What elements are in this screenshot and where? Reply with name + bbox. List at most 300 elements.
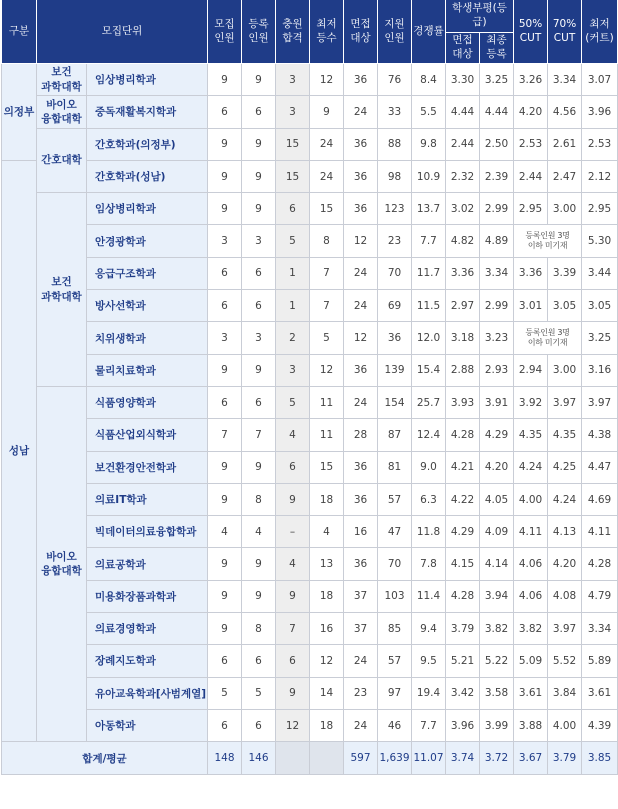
table-row xyxy=(2,709,618,741)
department-name: 장례지도학과 xyxy=(87,645,208,677)
cell-recruit: 7 xyxy=(208,419,242,451)
table-row xyxy=(2,516,618,548)
cell-min-grade: 16 xyxy=(310,613,344,645)
cell-competition: 9.5 xyxy=(412,645,446,677)
cell-enroll: 6 xyxy=(242,96,276,128)
department-name: 간호학과(의정부) xyxy=(87,128,208,160)
header-interview-target-text: 면접 대상 xyxy=(350,17,371,44)
cell-min-grade: 11 xyxy=(310,386,344,418)
cell-enroll: 8 xyxy=(242,613,276,645)
department-name: 치위생학과 xyxy=(87,322,208,354)
cell-enroll: 6 xyxy=(242,290,276,322)
table-row xyxy=(2,257,618,289)
cell-cut70: 4.13 xyxy=(548,516,582,548)
cell-competition: 13.7 xyxy=(412,193,446,225)
cell-extra: 9 xyxy=(276,677,310,709)
cell-interview-target: 24 xyxy=(344,386,378,418)
cell-enroll: 4 xyxy=(242,516,276,548)
cell-recruit: 6 xyxy=(208,386,242,418)
cell-grade-final: 3.94 xyxy=(480,580,514,612)
cell-min-cut: 3.61 xyxy=(582,677,618,709)
cell-applicants: 81 xyxy=(378,451,412,483)
header-applicants xyxy=(378,0,412,64)
cell-competition: 8.4 xyxy=(412,64,446,96)
cell-grade-interview: 3.93 xyxy=(446,386,480,418)
cell-grade-interview: 4.15 xyxy=(446,548,480,580)
cell-applicants: 69 xyxy=(378,290,412,322)
header-applicants-text: 지원 인원 xyxy=(384,17,405,44)
cell-min-grade: 18 xyxy=(310,709,344,741)
cell-grade-final: 3.25 xyxy=(480,64,514,96)
header-extra-text: 충원 합격 xyxy=(282,17,303,44)
cell-grade-interview: 3.30 xyxy=(446,64,480,96)
cell-competition: 12.4 xyxy=(412,419,446,451)
cell-grade-final: 4.05 xyxy=(480,483,514,515)
table-row xyxy=(2,160,618,192)
cell-cut70: 4.08 xyxy=(548,580,582,612)
cell-applicants: 46 xyxy=(378,709,412,741)
cell-recruit: 3 xyxy=(208,225,242,257)
header-enroll-text: 등록 인원 xyxy=(248,17,269,44)
cell-cut50: 4.11 xyxy=(514,516,548,548)
total-recruit: 148 xyxy=(208,742,242,775)
cell-enroll: 9 xyxy=(242,580,276,612)
cell-extra: 6 xyxy=(276,451,310,483)
cell-grade-interview: 4.28 xyxy=(446,580,480,612)
department-name: 아동학과 xyxy=(87,709,208,741)
header-min-grade-text: 최저 등수 xyxy=(316,17,337,44)
header-grade-group: 학생부평(등급) xyxy=(446,0,514,33)
cell-cut70: 2.47 xyxy=(548,160,582,192)
cell-enroll: 5 xyxy=(242,677,276,709)
cell-grade-final: 2.39 xyxy=(480,160,514,192)
department-name: 의료공학과 xyxy=(87,548,208,580)
department-name: 방사선학과 xyxy=(87,290,208,322)
cell-extra: 7 xyxy=(276,613,310,645)
cell-cut70: 3.39 xyxy=(548,257,582,289)
cell-grade-interview: 4.21 xyxy=(446,451,480,483)
header-grade-interview-text: 면접 대상 xyxy=(452,34,473,60)
cell-recruit: 9 xyxy=(208,548,242,580)
cell-cut50: 5.09 xyxy=(514,645,548,677)
cell-cut70: 4.00 xyxy=(548,709,582,741)
cell-extra: 2 xyxy=(276,322,310,354)
cell-min-grade: 7 xyxy=(310,257,344,289)
cell-grade-interview: 2.88 xyxy=(446,354,480,386)
cell-grade-final: 4.14 xyxy=(480,548,514,580)
cell-applicants: 70 xyxy=(378,548,412,580)
header-competition: 경쟁률 xyxy=(412,0,446,64)
table-row xyxy=(2,193,618,225)
cell-enroll: 8 xyxy=(242,483,276,515)
cell-competition: 5.5 xyxy=(412,96,446,128)
cell-interview-target: 37 xyxy=(344,580,378,612)
cell-min-grade: 12 xyxy=(310,64,344,96)
cell-applicants: 139 xyxy=(378,354,412,386)
cell-min-cut: 5.89 xyxy=(582,645,618,677)
cell-cut50: 3.01 xyxy=(514,290,548,322)
cell-extra: 3 xyxy=(276,354,310,386)
cell-cut70: 4.20 xyxy=(548,548,582,580)
department-name: 물리치료학과 xyxy=(87,354,208,386)
header-interview-target xyxy=(344,0,378,64)
cell-min-grade: 13 xyxy=(310,548,344,580)
cell-grade-final: 3.34 xyxy=(480,257,514,289)
cell-cut70: 3.97 xyxy=(548,386,582,418)
cell-cut50: 4.20 xyxy=(514,96,548,128)
department-name: 빅데이터의료융합학과 xyxy=(87,516,208,548)
total-row xyxy=(2,742,618,775)
cell-cut50: 4.06 xyxy=(514,580,548,612)
cut-note: 등록인원 3명 이하 미기재 xyxy=(514,225,582,257)
cell-min-grade: 12 xyxy=(310,354,344,386)
department-name: 임상병리학과 xyxy=(87,193,208,225)
cell-grade-interview: 4.22 xyxy=(446,483,480,515)
cell-grade-final: 2.50 xyxy=(480,128,514,160)
cell-interview-target: 12 xyxy=(344,225,378,257)
cell-cut70: 4.56 xyxy=(548,96,582,128)
table-row xyxy=(2,483,618,515)
department-name: 의료IT학과 xyxy=(87,483,208,515)
cell-cut50: 3.82 xyxy=(514,613,548,645)
header-extra xyxy=(276,0,310,64)
cell-cut70: 3.00 xyxy=(548,193,582,225)
cell-enroll: 3 xyxy=(242,322,276,354)
cell-grade-interview: 4.28 xyxy=(446,419,480,451)
cell-min-grade: 11 xyxy=(310,419,344,451)
cell-applicants: 76 xyxy=(378,64,412,96)
table-row xyxy=(2,451,618,483)
region-cell-seongnam: 성남 xyxy=(2,160,37,741)
cell-min-cut: 4.69 xyxy=(582,483,618,515)
cell-extra: 6 xyxy=(276,193,310,225)
cell-cut70: 2.61 xyxy=(548,128,582,160)
cell-grade-interview: 3.42 xyxy=(446,677,480,709)
cell-grade-final: 5.22 xyxy=(480,645,514,677)
cell-grade-final: 4.29 xyxy=(480,419,514,451)
total-grade-interview: 3.74 xyxy=(446,742,480,775)
cell-min-cut: 3.97 xyxy=(582,386,618,418)
department-name: 중독재활복지학과 xyxy=(87,96,208,128)
cell-min-grade: 15 xyxy=(310,193,344,225)
cell-applicants: 36 xyxy=(378,322,412,354)
cell-min-cut: 3.05 xyxy=(582,290,618,322)
cell-extra: 6 xyxy=(276,645,310,677)
cell-min-grade: 12 xyxy=(310,645,344,677)
total-label: 합계/평균 xyxy=(2,742,208,775)
cell-min-grade: 4 xyxy=(310,516,344,548)
table-row xyxy=(2,96,618,128)
cell-min-grade: 8 xyxy=(310,225,344,257)
cell-competition: 9.4 xyxy=(412,613,446,645)
total-min-grade xyxy=(310,742,344,775)
table-row xyxy=(2,613,618,645)
cell-recruit: 9 xyxy=(208,64,242,96)
cut-note: 등록인원 3명 이하 미기재 xyxy=(514,322,582,354)
cell-applicants: 154 xyxy=(378,386,412,418)
department-name: 간호학과(성남) xyxy=(87,160,208,192)
department-name: 식품산업외식학과 xyxy=(87,419,208,451)
cell-cut50: 2.94 xyxy=(514,354,548,386)
table-row xyxy=(2,64,618,96)
cell-min-cut: 4.79 xyxy=(582,580,618,612)
cell-grade-final: 3.58 xyxy=(480,677,514,709)
header-region: 구분 xyxy=(2,0,37,64)
header-min-cut-text: 최저 (커트) xyxy=(585,17,614,44)
table-row xyxy=(2,419,618,451)
cell-min-cut: 2.12 xyxy=(582,160,618,192)
cell-recruit: 5 xyxy=(208,677,242,709)
cell-min-grade: 14 xyxy=(310,677,344,709)
cell-min-grade: 24 xyxy=(310,128,344,160)
cell-min-cut: 4.38 xyxy=(582,419,618,451)
cell-interview-target: 28 xyxy=(344,419,378,451)
cell-competition: 12.0 xyxy=(412,322,446,354)
cell-interview-target: 16 xyxy=(344,516,378,548)
cell-competition: 10.9 xyxy=(412,160,446,192)
cell-interview-target: 24 xyxy=(344,709,378,741)
department-name: 임상병리학과 xyxy=(87,64,208,96)
cell-interview-target: 36 xyxy=(344,548,378,580)
table-body xyxy=(2,64,618,742)
cell-applicants: 87 xyxy=(378,419,412,451)
header-grade-final xyxy=(480,33,514,64)
cell-min-grade: 7 xyxy=(310,290,344,322)
cell-min-grade: 15 xyxy=(310,451,344,483)
table-row xyxy=(2,322,618,354)
total-min-cut: 3.85 xyxy=(582,742,618,775)
cell-min-cut: 4.28 xyxy=(582,548,618,580)
cell-cut50: 3.36 xyxy=(514,257,548,289)
cell-enroll: 9 xyxy=(242,354,276,386)
header-cut50-text: 50% CUT xyxy=(518,17,543,44)
cell-cut70: 3.34 xyxy=(548,64,582,96)
cell-min-grade: 24 xyxy=(310,160,344,192)
region-cell-uijeongbu: 의정부 xyxy=(2,64,37,161)
cell-competition: 11.5 xyxy=(412,290,446,322)
cell-enroll: 6 xyxy=(242,257,276,289)
cell-interview-target: 24 xyxy=(344,257,378,289)
cell-competition: 19.4 xyxy=(412,677,446,709)
cell-competition: 11.7 xyxy=(412,257,446,289)
cell-cut70: 4.25 xyxy=(548,451,582,483)
cell-extra: 3 xyxy=(276,64,310,96)
department-name: 응급구조학과 xyxy=(87,257,208,289)
cell-competition: 9.0 xyxy=(412,451,446,483)
cell-min-cut: 2.53 xyxy=(582,128,618,160)
cell-applicants: 70 xyxy=(378,257,412,289)
cell-recruit: 6 xyxy=(208,709,242,741)
cell-min-grade: 9 xyxy=(310,96,344,128)
cell-cut50: 4.06 xyxy=(514,548,548,580)
total-cut70: 3.79 xyxy=(548,742,582,775)
cell-min-cut: 5.30 xyxy=(582,225,618,257)
cell-min-cut: 4.11 xyxy=(582,516,618,548)
cell-competition: 11.8 xyxy=(412,516,446,548)
cell-cut70: 4.35 xyxy=(548,419,582,451)
cell-competition: 15.4 xyxy=(412,354,446,386)
header-min-cut xyxy=(582,0,618,64)
cell-competition: 7.7 xyxy=(412,225,446,257)
college-cell-bio-seongnam: 바이오 융합대학 xyxy=(37,386,87,741)
cell-interview-target: 36 xyxy=(344,160,378,192)
cell-cut50: 3.88 xyxy=(514,709,548,741)
cell-grade-final: 4.44 xyxy=(480,96,514,128)
header-grade-final-text: 최종 등록 xyxy=(486,34,507,60)
total-extra xyxy=(276,742,310,775)
cell-applicants: 103 xyxy=(378,580,412,612)
cell-grade-interview: 2.32 xyxy=(446,160,480,192)
cell-extra: 4 xyxy=(276,548,310,580)
cell-applicants: 97 xyxy=(378,677,412,709)
cell-applicants: 88 xyxy=(378,128,412,160)
cell-cut50: 4.24 xyxy=(514,451,548,483)
cell-extra: 9 xyxy=(276,483,310,515)
cell-cut70: 3.84 xyxy=(548,677,582,709)
cell-grade-final: 3.99 xyxy=(480,709,514,741)
header-enroll xyxy=(242,0,276,64)
college-cell-health-uijeongbu: 보건 과학대학 xyxy=(37,64,87,96)
cell-min-grade: 5 xyxy=(310,322,344,354)
table-footer xyxy=(2,742,618,775)
cell-recruit: 9 xyxy=(208,483,242,515)
header-min-grade xyxy=(310,0,344,64)
cell-extra: 5 xyxy=(276,386,310,418)
college-cell-health-seongnam: 보건 과학대학 xyxy=(37,193,87,387)
cell-enroll: 9 xyxy=(242,64,276,96)
cell-min-cut: 3.34 xyxy=(582,613,618,645)
cell-grade-interview: 4.29 xyxy=(446,516,480,548)
cell-recruit: 4 xyxy=(208,516,242,548)
cell-competition: 11.4 xyxy=(412,580,446,612)
cell-recruit: 9 xyxy=(208,580,242,612)
cell-recruit: 9 xyxy=(208,451,242,483)
total-grade-final: 3.72 xyxy=(480,742,514,775)
cell-cut50: 4.00 xyxy=(514,483,548,515)
cell-applicants: 23 xyxy=(378,225,412,257)
total-enroll: 146 xyxy=(242,742,276,775)
table-row xyxy=(2,580,618,612)
cell-enroll: 6 xyxy=(242,645,276,677)
cell-extra: 15 xyxy=(276,160,310,192)
department-name: 안경광학과 xyxy=(87,225,208,257)
cell-extra: 4 xyxy=(276,419,310,451)
cell-grade-interview: 3.79 xyxy=(446,613,480,645)
cell-applicants: 57 xyxy=(378,483,412,515)
cell-enroll: 9 xyxy=(242,548,276,580)
cell-interview-target: 36 xyxy=(344,64,378,96)
cell-grade-interview: 4.82 xyxy=(446,225,480,257)
cell-extra: 1 xyxy=(276,290,310,322)
cell-recruit: 6 xyxy=(208,96,242,128)
admission-results-table xyxy=(1,0,618,775)
header-cut50 xyxy=(514,0,548,64)
cell-recruit: 6 xyxy=(208,645,242,677)
cell-extra: 5 xyxy=(276,225,310,257)
department-name: 보건환경안전학과 xyxy=(87,451,208,483)
table-row xyxy=(2,548,618,580)
cell-interview-target: 12 xyxy=(344,322,378,354)
department-name: 유아교육학과[사범계열] xyxy=(87,677,208,709)
cell-cut70: 5.52 xyxy=(548,645,582,677)
cell-interview-target: 24 xyxy=(344,96,378,128)
cell-min-grade: 18 xyxy=(310,483,344,515)
cell-applicants: 85 xyxy=(378,613,412,645)
cell-cut50: 2.44 xyxy=(514,160,548,192)
cell-grade-interview: 3.18 xyxy=(446,322,480,354)
cell-cut70: 3.05 xyxy=(548,290,582,322)
cell-enroll: 9 xyxy=(242,160,276,192)
cell-grade-interview: 2.44 xyxy=(446,128,480,160)
header-unit: 모집단위 xyxy=(37,0,208,64)
cell-grade-interview: 3.36 xyxy=(446,257,480,289)
cell-grade-interview: 4.44 xyxy=(446,96,480,128)
cell-enroll: 6 xyxy=(242,386,276,418)
cell-interview-target: 23 xyxy=(344,677,378,709)
cell-recruit: 9 xyxy=(208,613,242,645)
cell-enroll: 9 xyxy=(242,451,276,483)
cell-min-cut: 4.47 xyxy=(582,451,618,483)
cell-min-cut: 4.39 xyxy=(582,709,618,741)
total-interview-target: 597 xyxy=(344,742,378,775)
cell-grade-final: 4.09 xyxy=(480,516,514,548)
cell-cut70: 4.24 xyxy=(548,483,582,515)
cell-interview-target: 36 xyxy=(344,193,378,225)
total-competition: 11.07 xyxy=(412,742,446,775)
cell-grade-final: 3.82 xyxy=(480,613,514,645)
cell-competition: 9.8 xyxy=(412,128,446,160)
department-name: 미용화장품과학과 xyxy=(87,580,208,612)
cell-recruit: 9 xyxy=(208,160,242,192)
cell-recruit: 9 xyxy=(208,128,242,160)
cell-min-grade: 18 xyxy=(310,580,344,612)
department-name: 식품영양학과 xyxy=(87,386,208,418)
cell-grade-interview: 5.21 xyxy=(446,645,480,677)
cell-recruit: 9 xyxy=(208,354,242,386)
cell-cut50: 4.35 xyxy=(514,419,548,451)
cell-min-cut: 2.95 xyxy=(582,193,618,225)
table-header xyxy=(2,0,618,64)
header-cut70 xyxy=(548,0,582,64)
cell-applicants: 123 xyxy=(378,193,412,225)
cell-grade-final: 4.89 xyxy=(480,225,514,257)
cell-cut50: 2.53 xyxy=(514,128,548,160)
cell-grade-final: 2.99 xyxy=(480,193,514,225)
department-name: 의료경영학과 xyxy=(87,613,208,645)
cell-extra: 1 xyxy=(276,257,310,289)
college-cell-bio-uijeongbu: 바이오 융합대학 xyxy=(37,96,87,128)
cell-interview-target: 36 xyxy=(344,483,378,515)
cell-enroll: 3 xyxy=(242,225,276,257)
cell-cut70: 3.00 xyxy=(548,354,582,386)
table-row xyxy=(2,645,618,677)
header-recruit-text: 모집 인원 xyxy=(214,17,235,44)
cell-extra: 9 xyxy=(276,580,310,612)
cell-recruit: 3 xyxy=(208,322,242,354)
cell-applicants: 57 xyxy=(378,645,412,677)
total-applicants: 1,639 xyxy=(378,742,412,775)
cell-recruit: 9 xyxy=(208,193,242,225)
header-grade-interview xyxy=(446,33,480,64)
cell-grade-interview: 2.97 xyxy=(446,290,480,322)
cell-extra: 3 xyxy=(276,96,310,128)
cell-cut50: 2.95 xyxy=(514,193,548,225)
cell-min-cut: 3.25 xyxy=(582,322,618,354)
cell-interview-target: 24 xyxy=(344,645,378,677)
cell-min-cut: 3.16 xyxy=(582,354,618,386)
cell-enroll: 9 xyxy=(242,128,276,160)
table-row xyxy=(2,290,618,322)
